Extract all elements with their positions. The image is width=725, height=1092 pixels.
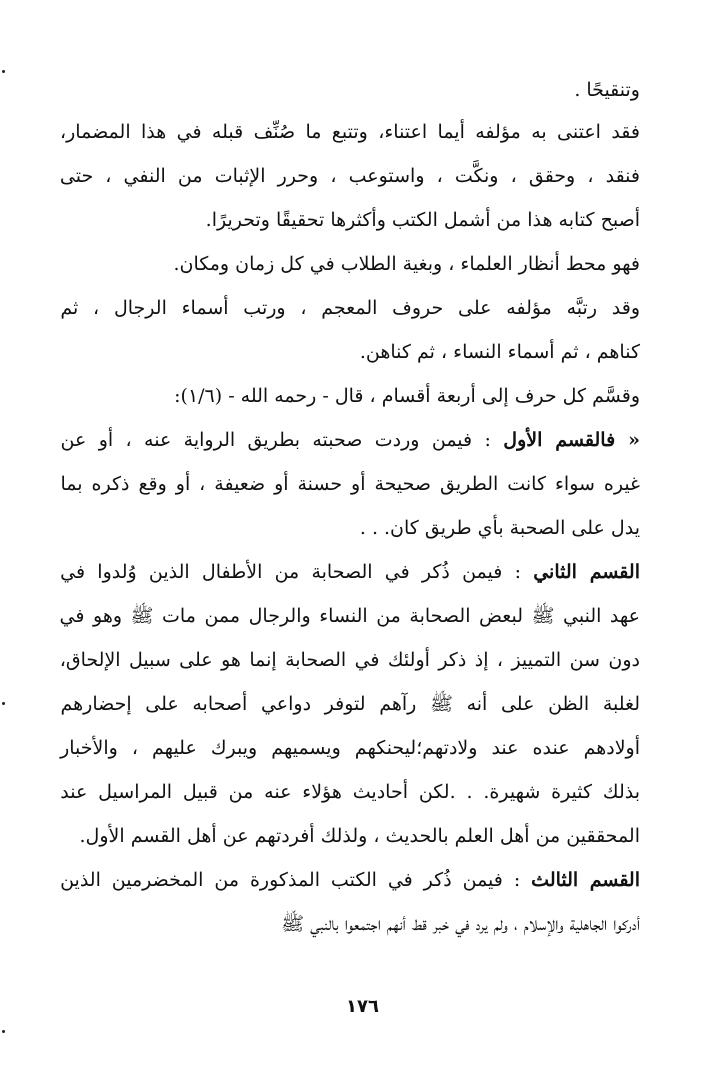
section-heading: القسم الثالث — [531, 869, 640, 891]
section-text: : فيمن ذُكر في الصحابة من الأطفال الذين وُلدوا في — [60, 561, 534, 583]
text-line: عهد النبي ﷺ لبعض الصحابة من النساء والرجال ممن مات ﷺ وهو في — [59, 605, 640, 627]
text-line: لغلبة الظن على أنه ﷺ رآهم لتوفر دواعي أصحابه على إحضارهم — [60, 693, 640, 715]
text-line: بذلك كثيرة شهيرة. . .لكن أحاديث هؤلاء عنه من قبيل المراسيل عند — [60, 781, 640, 803]
scan-edge-mark — [2, 70, 5, 73]
text-line — [60, 858, 640, 902]
section-heading: « فالقسم الأول — [503, 429, 640, 451]
text-line: أولادهم عنده عند ولادتهم؛ليحنكهم ويسميهم ويبرك عليهم ، والأخبار — [60, 737, 640, 759]
text-line: فنقد ، وحقق ، ونكَّت ، واستوعب ، وحرر الإثبات من النفي ، حتى — [59, 165, 640, 187]
page-number: ١٧٦ — [346, 996, 379, 1017]
scan-edge-mark — [2, 702, 5, 705]
text-line — [60, 418, 640, 462]
body-text — [60, 68, 640, 946]
text-line: وتنقيحًا . — [574, 79, 640, 101]
text-line: أدركوا الجاهلية والإسلام ، ولم يرد في خبر قط أنهم اجتمعوا بالنبي ﷺ — [281, 913, 640, 935]
text-line: أصبح كتابه هذا من أشمل الكتب وأكثرها تحقيقًا وتحريرًا. — [205, 209, 640, 231]
text-line: المحققين من أهل العلم بالحديث ، ولذلك أفردتهم عن أهل القسم الأول. — [79, 825, 640, 847]
text-line: وقسَّم كل حرف إلى أربعة أقسام ، قال - رحمه الله - (١/٦): — [174, 385, 640, 407]
text-line: وقد رتبَّه مؤلفه على حروف المعجم ، ورتب أسماء الرجال ، ثم — [60, 297, 640, 319]
section-text: : فيمن ذُكر في الكتب المذكورة من المخضرمين الذين — [60, 869, 532, 891]
section-text: : فيمن وردت صحبته بطريق الرواية عنه ، أو عن — [60, 429, 504, 451]
text-line: يدل على الصحبة بأي طريق كان. . . — [359, 517, 640, 539]
section-heading: القسم الثاني — [533, 561, 640, 583]
text-line: فقد اعتنى به مؤلفه أيما اعتناء، وتتبع ما صُنِّف قبله في هذا المضمار، — [60, 121, 640, 143]
text-line: غيره سواء كانت الطريق صحيحة أو حسنة أو ضعيفة ، أو وقع ذكره بما — [60, 473, 640, 495]
scan-edge-mark — [2, 1030, 5, 1033]
text-line — [60, 550, 640, 594]
text-line: فهو محط أنظار العلماء ، وبغية الطلاب في كل زمان ومكان. — [173, 253, 640, 275]
text-line: كناهم ، ثم أسماء النساء ، ثم كناهن. — [359, 341, 640, 363]
text-line: دون سن التمييز ، إذ ذكر أولئك في الصحابة إنما هو على سبيل الإلحاق، — [59, 649, 640, 671]
